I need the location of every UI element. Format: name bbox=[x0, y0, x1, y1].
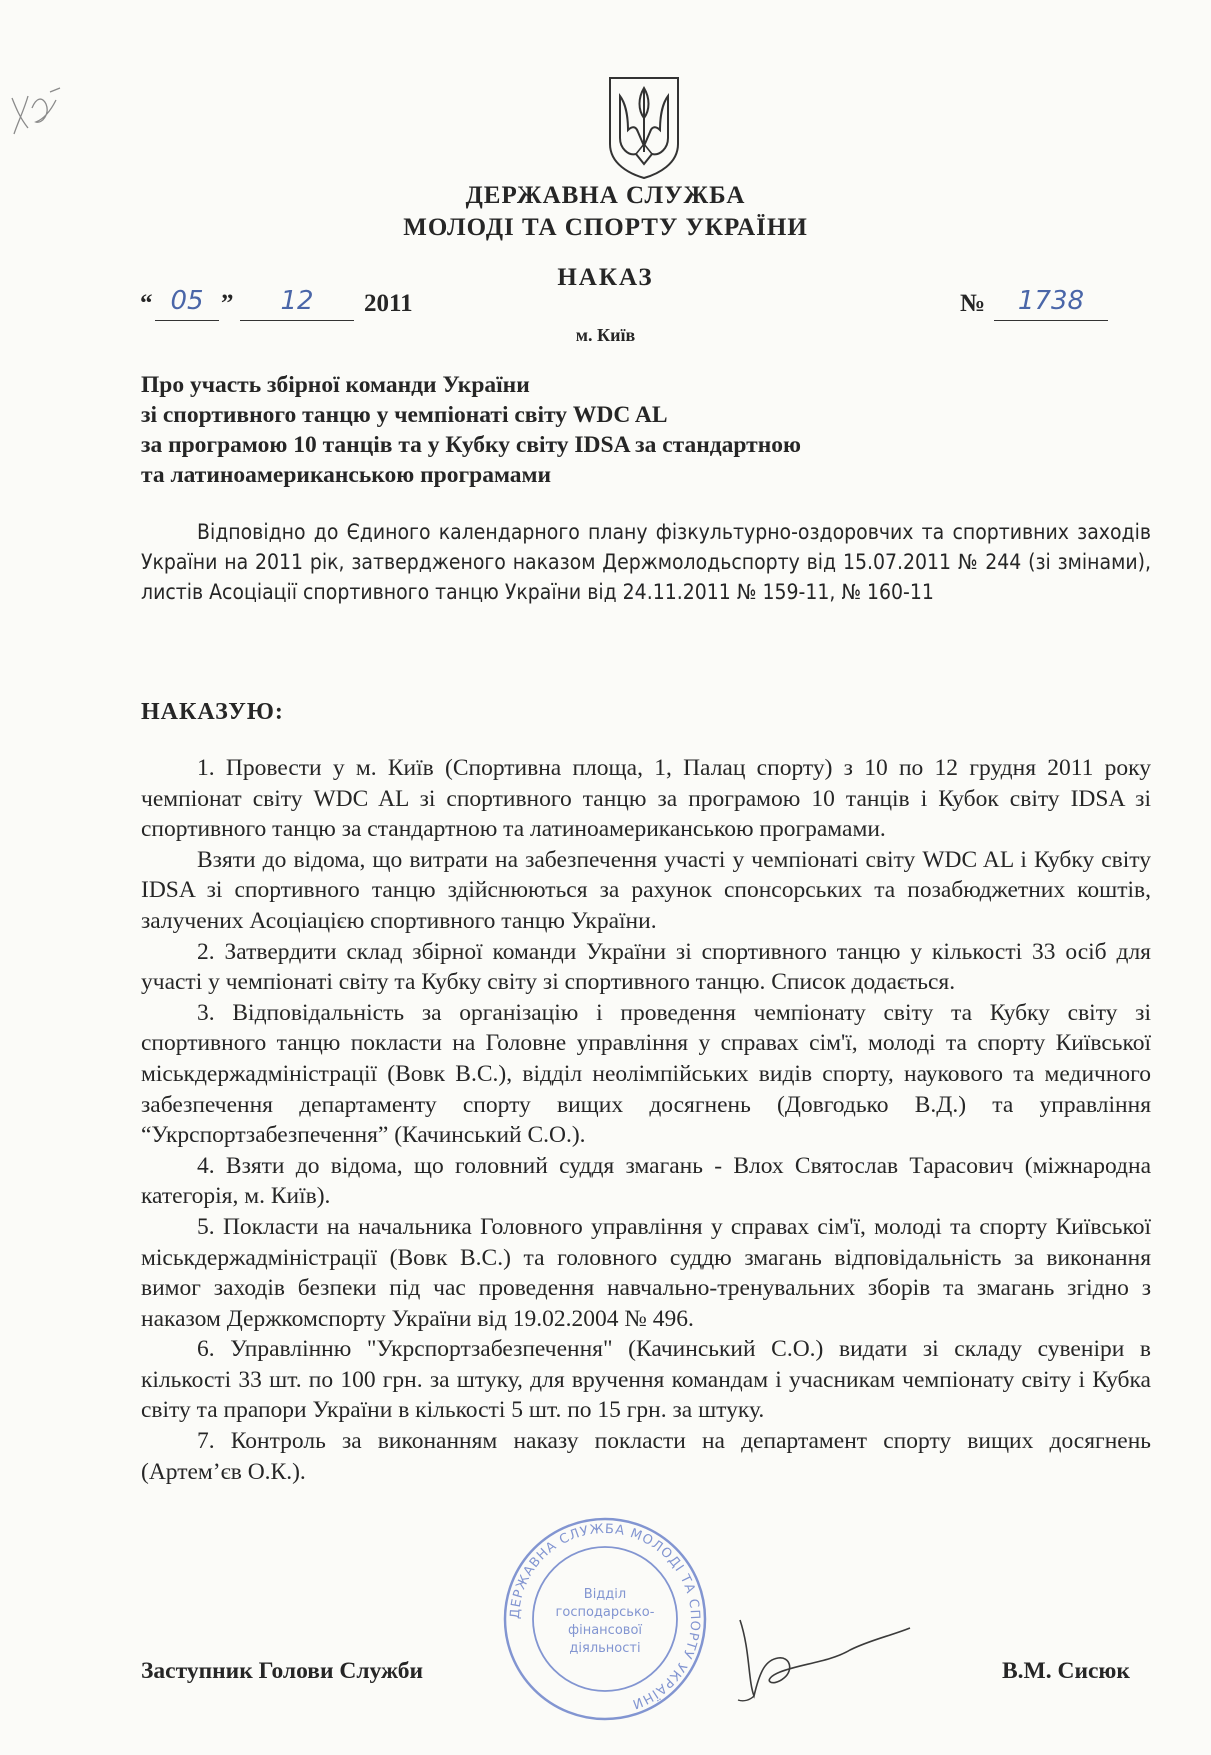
paragraph-2: 2. Затвердити склад збірної команди України зі спортивного танцю у кількості 33 осіб для участі у чемпіонаті світу та Кубку світу зі спортивного танцю. Список додається. bbox=[141, 938, 1151, 996]
official-stamp bbox=[500, 1512, 710, 1727]
subject-line: за програмою 10 танців та у Кубку світу IDSA за стандартною bbox=[141, 432, 801, 458]
order-body bbox=[141, 753, 1151, 1487]
stamp-outer-text: ДЕРЖАВНА СЛУЖБА МОЛОДІ ТА СПОРТУ УКРАЇНИ bbox=[507, 1521, 703, 1712]
stamp-inner-line: діяльності bbox=[569, 1641, 641, 1656]
subject-line: Про участь збірної команди України bbox=[141, 372, 530, 398]
paragraph-1: 1. Провести у м. Київ (Спортивна площа, 1, Палац спорту) з 10 по 12 грудня 2011 року чемпіонат світу WDC AL зі спортивного танцю за програмою 10 танців і Кубок світу IDSA зі спортивного танцю за стандартною та латиноамериканською програмами. bbox=[141, 755, 1151, 843]
decree-word: НАКАЗУЮ: bbox=[141, 699, 284, 725]
paragraph-5: 5. Покласти на начальника Головного управління у справах сім'ї, молоді та спорту Київської міськдержадміністрації (Вовк В.С.) та головного суддю змагань відповідальність за виконання вимог заходів безпеки під час проведення навчально-тренувальних зборів та змагань згідно з наказом Держкомспорту України від 19.02.2004 № 496. bbox=[141, 1213, 1151, 1332]
preamble-text: Відповідно до Єдиного календарного плану фізкультурно-оздоровчих та спортивних заходів України на 2011 рік, затвердженого наказом Держмолодьспорту від 15.07.2011 № 244 (зі змінами), листів Асоціації спортивного танцю України від 24.11.2011 № 159-11, № 160-11 bbox=[141, 520, 1151, 604]
paragraph-7: 7. Контроль за виконанням наказу покласти на департамент спорту вищих досягнень (Артем’єв О.К.). bbox=[141, 1428, 1151, 1485]
subject-line: зі спортивного танцю у чемпіонаті світу WDC AL bbox=[141, 402, 668, 428]
paragraph-3: 3. Відповідальність за організацію і проведення чемпіонату світу та Кубку світу зі спортивного танцю покласти на Головне управління у справах сім'ї, молоді та спорту Київської міськдержадміністрації (Вовк В.С.), відділ неолімпійських видів спорту, наукового та медичного забезпечення департаменту спорту вищих досягнень (Довгодько В.Д.) та управління “Укрспортзабезпечення” (Качинський С.О.). bbox=[141, 999, 1151, 1149]
signer-name: В.М. Сисюк bbox=[1002, 1658, 1130, 1684]
paragraph-6: 6. Управлінню "Укрспортзабезпечення" (Качинський С.О.) видати зі складу сувеніри в кількості 33 шт. по 100 грн. за штуку, для вручення командам і учасникам чемпіонату світу і Кубка світу та прапори України в кількості 5 шт. по 15 грн. за штуку. bbox=[141, 1336, 1151, 1424]
margin-handwritten-note bbox=[6, 78, 66, 148]
subject-line: та латиноамериканською програмами bbox=[141, 462, 552, 488]
date-close-quote: ” bbox=[221, 290, 234, 317]
stamp-inner-line: господарсько- bbox=[555, 1605, 655, 1620]
stamp-inner-line: фінансової bbox=[567, 1623, 643, 1638]
date-month-handwritten: 12 bbox=[240, 290, 354, 321]
number-sign: № bbox=[960, 290, 986, 317]
signer-title: Заступник Голови Служби bbox=[141, 1658, 423, 1684]
organization-name-line1: ДЕРЖАВНА СЛУЖБА bbox=[465, 182, 746, 209]
paragraph-1-note: Взяти до відома, що витрати на забезпечення участі у чемпіонаті світу WDC AL і Кубку світу IDSA зі спортивного танцю здійснюються за рахунок спонсорських та позабюджетних коштів, залучених Асоціацією спортивного танцю України. bbox=[141, 846, 1151, 934]
preamble bbox=[141, 517, 1151, 607]
date-open-quote: “ bbox=[140, 290, 153, 317]
city: м. Київ bbox=[575, 325, 636, 345]
order-number-handwritten: 1738 bbox=[994, 290, 1108, 321]
organization-name-line2: МОЛОДІ ТА СПОРТУ УКРАЇНИ bbox=[403, 214, 808, 241]
order-subject bbox=[141, 370, 801, 490]
trident-emblem-icon bbox=[606, 74, 682, 180]
document-type-title: НАКАЗ bbox=[557, 264, 654, 291]
date-day-handwritten: 05 bbox=[155, 290, 219, 321]
handwritten-signature bbox=[720, 1600, 920, 1710]
date-year: 2011 bbox=[364, 290, 413, 317]
paragraph-4: 4. Взяти до відома, що головний суддя змагань - Влох Святослав Тарасович (міжнародна категорія, м. Київ). bbox=[141, 1152, 1151, 1210]
stamp-inner-line: Відділ bbox=[583, 1587, 627, 1602]
